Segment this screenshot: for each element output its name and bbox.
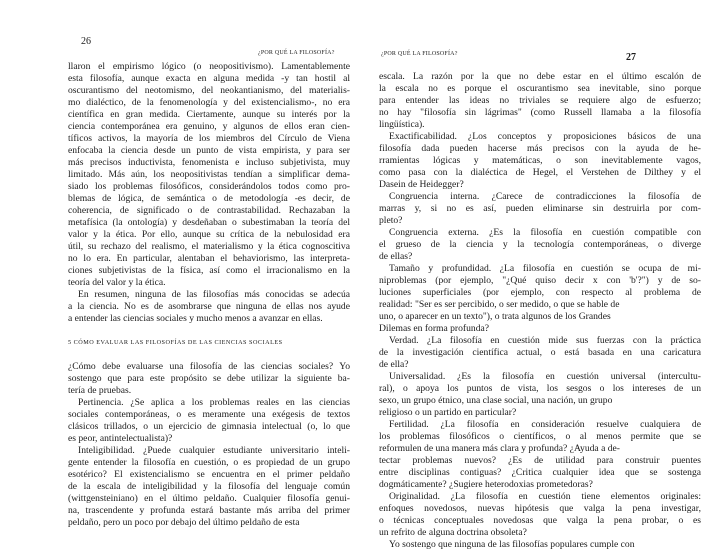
text-line: enfoques novedosos, nuevas hipótesis que valga la pena investigar, xyxy=(379,503,701,514)
text-line: clásicos trillados, o un ejercicio de gimnasia intelectual (o, lo que xyxy=(68,421,350,432)
section-heading: 5 CÓMO EVALUAR LAS FILOSOFÍAS DE LAS CIENCIAS SOCIALES xyxy=(68,339,283,346)
text-line: siado los problemas filosóficos, considerándolos todos como pro- xyxy=(68,181,350,192)
text-line: Yo sostengo que ninguna de las filosofías populares cumple con xyxy=(389,539,635,550)
body-text xyxy=(68,61,350,529)
text-line: En resumen, ninguna de las filosofías más conocidas se adecúa xyxy=(78,289,350,300)
paragraph-exactificabilidad xyxy=(379,131,701,191)
text-line: reformulen de una manera más clara y profunda? ¿Ayuda a de- xyxy=(379,443,620,454)
text-line: como pasa con la dialéctica de Hegel, el Verstehen de Dilthey y el xyxy=(379,167,702,178)
right-page xyxy=(364,0,728,550)
paragraph-fertilidad xyxy=(379,419,701,491)
text-line: no hay "filosofía sin lágrimas" (como Russell llamaba a la filosofía xyxy=(379,107,701,118)
text-line: o técnicas conceptuales novedosas que valga la pena probar, o es xyxy=(379,515,701,526)
text-line: Fertilidad. ¿La filosofía en consideración resuelve cualquiera de xyxy=(389,419,701,430)
paragraph-intro xyxy=(68,361,350,397)
left-page xyxy=(0,0,364,528)
text-line: niproblemas (por ejemplo, "¿Qué quiso decir x con 'b'?") y de so- xyxy=(379,275,701,286)
paragraph-universalidad xyxy=(379,371,701,419)
page-number: 26 xyxy=(81,36,91,47)
text-line: metafísica (la ontología) y desdeñaban o subestimaban la teoría del xyxy=(68,217,350,228)
text-line: un refrito de alguna doctrina obsoleta? xyxy=(379,527,527,538)
text-line: útil, su rechazo del realismo, el materialismo y la ética cognoscitiva xyxy=(68,241,350,252)
paragraph-inteligibilidad xyxy=(68,445,350,529)
text-line: llaron el empirismo lógico (o neopositivismo). Lamentablemente xyxy=(68,61,350,72)
text-line: mo dialéctico, de la fenomenología y del existencialismo-, no era xyxy=(68,97,350,108)
text-line: esta filosofía, aunque exacta en alguna medida -y tan hostil al xyxy=(68,73,350,84)
text-line: coherencia, de significado o de contrastabilidad. Rechazaban la xyxy=(68,205,350,216)
text-line: dogmáticamente? ¿Sugiere heterodoxias prometedoras? xyxy=(379,479,593,490)
text-line: sostengo que para este propósito se debe utilizar la siguiente ba- xyxy=(68,373,350,384)
text-line: sexo, un grupo étnico, una clase social, una nación, un grupo xyxy=(379,395,613,406)
text-line: limitado. Más aún, los neopositivistas tendían a simplificar dema- xyxy=(68,169,350,180)
text-line: es peor, antintelectualista)? xyxy=(68,433,173,444)
text-line: la escala no es porque el oscurantismo sea inevitable, sino porque xyxy=(379,83,701,94)
text-line: sociales contemporáneas, o es meramente una exégesis de textos xyxy=(68,409,350,420)
text-line: Verdad. ¿La filosofía en cuestión mide sus fuerzas con la práctica xyxy=(389,335,701,346)
text-line: Pertinencia. ¿Se aplica a los problemas reales en las ciencias xyxy=(78,397,350,408)
text-line: rramientas lógicas y matemáticas, o son inevitablemente vagos, xyxy=(379,155,701,166)
text-line: Congruencia externa. ¿Es la filosofía en cuestión compatible con xyxy=(389,227,701,238)
text-line: Originalidad. ¿La filosofía en cuestión tiene elementos originales: xyxy=(389,491,701,502)
text-line: Congruencia interna. ¿Carece de contradicciones la filosofía de xyxy=(389,191,701,202)
text-line: enfocaba la ciencia desde un punto de vista empirista, y para ser xyxy=(68,145,350,156)
text-line: gente entender la filosofía en cuestión, o es propiedad de un grupo xyxy=(68,457,350,468)
paragraph-summary xyxy=(68,289,350,325)
paragraph-originalidad xyxy=(379,491,701,539)
text-line: a la ciencia. No es de asombrarse que ninguna de ellas nos ayude xyxy=(68,301,350,312)
text-line: Exactificabilidad. ¿Los conceptos y proposiciones básicos de una xyxy=(389,131,701,142)
text-line: de la escala de inteligibilidad y la filosofía del lenguaje común xyxy=(68,481,350,492)
text-line: pleto? xyxy=(379,215,403,226)
text-line: lingüística). xyxy=(379,119,425,130)
text-line: el grueso de la ciencia y la tecnología contemporáneas, o diverge xyxy=(379,239,701,250)
text-line: na, trascendente y profunda estará bastante más arriba del primer xyxy=(68,505,350,516)
text-line: uno, o aparecer en un texto"), o trata algunos de los Grandes xyxy=(379,311,611,322)
text-line: de ellas? xyxy=(379,251,413,262)
text-line: científica en gran medida. Ciertamente, aunque su interés por la xyxy=(68,109,350,120)
text-line: de la investigación científica actual, o está basada en una caricatura xyxy=(379,347,701,358)
text-line: Universalidad. ¿Es la filosofía en cuestión universal (intercultu- xyxy=(389,371,701,382)
text-line: marras y, si no es así, pueden eliminarse sin destruirla por com- xyxy=(379,203,701,214)
paragraph-continuation xyxy=(379,71,701,131)
text-line: tíficos activos, la mayoría de los miembros del Círculo de Viena xyxy=(68,133,350,144)
text-line: para entender las ideas no triviales se requiere algo de esfuerzo; xyxy=(379,95,701,106)
text-line: blemas de lógica, de semántica o de metodología -es decir, de xyxy=(68,193,350,204)
text-line: Dilemas en forma profunda? xyxy=(379,323,490,334)
text-line: ciones subjetivistas de la física, así como el irracionalismo en la xyxy=(68,265,350,276)
text-line: realidad: "Ser es ser percibido, o ser medido, o que se hable de xyxy=(379,299,620,310)
running-head: ¿POR QUÉ LA FILOSOFÍA? xyxy=(381,51,458,57)
text-line: los problemas filosóficos o científicos, o al menos permite que se xyxy=(379,431,701,442)
paragraph-conclusion xyxy=(379,539,701,551)
text-line: teoría del valor y la ética. xyxy=(68,277,166,288)
text-line: a entender las ciencias sociales y mucho menos a avanzar en ellas. xyxy=(68,313,323,324)
text-line: religioso o un partido en particular? xyxy=(379,407,517,418)
text-line: oscurantismo del neotomismo, del neokantianismo, del materialis- xyxy=(68,85,350,96)
paragraph-verdad xyxy=(379,335,701,371)
text-line: Tamaño y profundidad. ¿La filosofía en cuestión se ocupa de mi- xyxy=(389,263,702,274)
text-line: tectar problemas nuevos? ¿Es de utilidad para construir puentes xyxy=(379,455,701,466)
text-line: no lo era. En particular, alentaban el behaviorismo, las interpreta- xyxy=(68,253,350,264)
paragraph-pertinencia xyxy=(68,397,350,445)
text-line: valor y la ética. Por ello, aunque su crítica de la nebulosidad era xyxy=(68,229,350,240)
text-line: de ella? xyxy=(379,359,409,370)
paragraph-congruencia-interna xyxy=(379,191,701,227)
text-line: filosofía dada pueden hacerse más precisos con la ayuda de he- xyxy=(379,143,701,154)
text-line: ral), o apoya los puntos de vista, los sesgos o los intereses de un xyxy=(379,383,702,394)
text-line: Inteligibilidad. ¿Puede cualquier estudiante universitario inteli- xyxy=(78,445,350,456)
text-line: peldaño, pero un poco por debajo del último peldaño de esta xyxy=(68,517,300,528)
paragraph-congruencia-externa xyxy=(379,227,701,263)
body-text xyxy=(379,71,701,551)
text-line: ciencia contemporánea era genuino, y algunos de ellos eran cien- xyxy=(68,121,350,132)
text-line: más precisos inductivista, fenomenista e incluso subjetivista, muy xyxy=(68,157,350,168)
text-line: ¿Cómo debe evaluarse una filosofía de las ciencias sociales? Yo xyxy=(68,361,350,372)
paragraph-continuation xyxy=(68,61,350,289)
text-line: Dasein de Heidegger? xyxy=(379,179,464,190)
text-line: (wittgensteiniano) en el último peldaño. Cualquier filosofía genui- xyxy=(68,493,351,504)
text-line: escala. La razón por la que no debe estar en el último escalón de xyxy=(379,71,701,82)
text-line: esotérico? El existencialismo se encuentra en el primer peldaño xyxy=(68,469,350,480)
running-head: ¿POR QUÉ LA FILOSOFÍA? xyxy=(258,50,335,56)
text-line: tería de pruebas. xyxy=(68,385,132,396)
paragraph-tamano xyxy=(379,263,701,335)
text-line: luciones superficiales (por ejemplo, con respecto al problema de xyxy=(379,287,701,298)
text-line: entre disciplinas contiguas? ¿Critica cualquier idea que se sostenga xyxy=(379,467,701,478)
page-number: 27 xyxy=(626,52,636,63)
